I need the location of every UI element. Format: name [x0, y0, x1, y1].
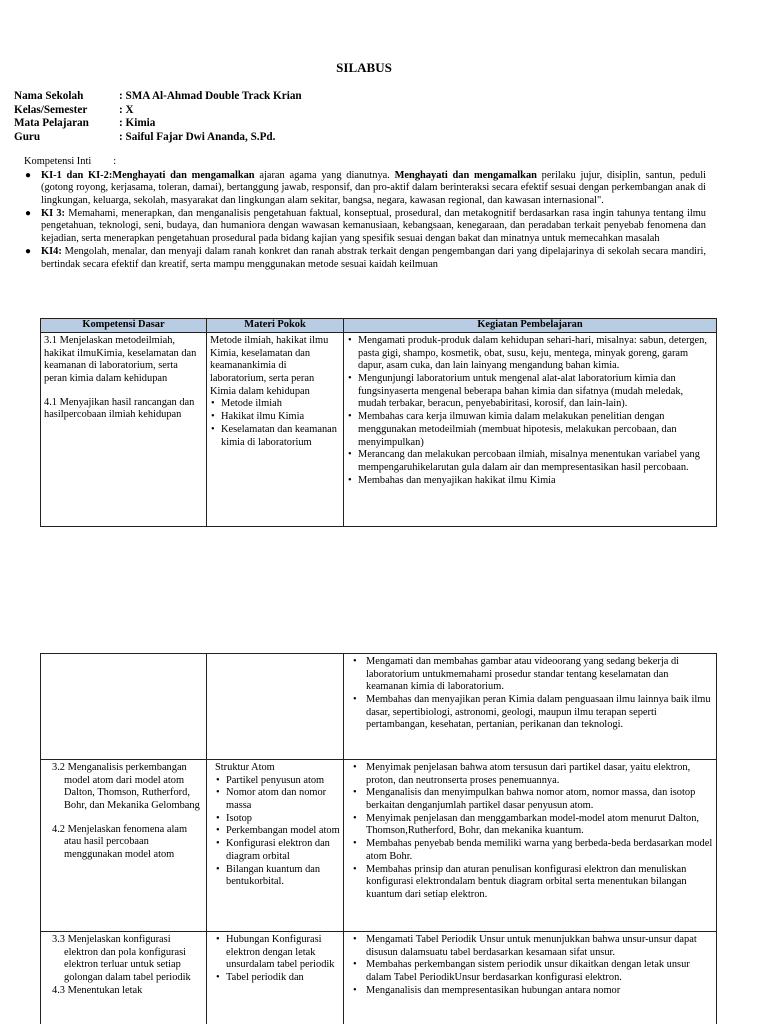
info-row-subject	[14, 117, 714, 131]
syllabus-table-part-2	[40, 653, 717, 1024]
list-item: • Membahas perkembangan sistem periodik unsur dikaitkan dengan letak unsur dalam Tabel PeriodikUnsur berdasarkan konfigurasi elektron.	[347, 959, 713, 984]
ki3-lead: KI 3:	[41, 207, 66, 219]
bullet-icon: ●	[25, 245, 32, 257]
kd-item: 4.2 Menjelaskan fenomena alam atau hasil percobaan menggunakan model atom	[52, 823, 188, 861]
ki-item-1-2	[24, 170, 706, 208]
materi-cell	[207, 654, 344, 760]
core-competencies	[24, 156, 706, 271]
materi-cell	[207, 333, 344, 527]
kegiatan-list	[347, 335, 713, 487]
list-item: • Merancang dan melakukan percobaan ilmiah, misalnya menentukan variabel yang mempengaruhikelarutan gula dalam air dan mempresentasikan hasil percobaan.	[347, 449, 713, 474]
list-item: • Metode ilmiah	[210, 398, 340, 411]
info-label: Mata Pelajaran	[14, 117, 89, 130]
bullet-icon: ●	[25, 207, 32, 219]
kd-item: 4.3 Menentukan letak	[52, 984, 143, 996]
ki-heading-colon: :	[113, 156, 117, 167]
kd-item: 4.1 Menyajikan hasil rancangan dan hasilpercobaan ilmiah kehidupan	[44, 396, 195, 421]
materi-list	[210, 398, 340, 449]
info-value: : Saiful Fajar Dwi Ananda, S.Pd.	[119, 130, 276, 143]
list-item: • Mengunjungi laboratorium untuk mengenal alat-alat laboratorium kimia dan fungsinyaserta mengenal beberapa bahan kimia dan sifatnya (mudah meledak, mudah terbakar, beracun, penyebabiritasi, korosif, dan lain-lain).	[347, 373, 713, 411]
ki3-text: Memahami, menerapkan, dan menganalisis pengetahuan faktual, konseptual, prosedural, dan metakognitif berdasarkan rasa ingin tahunya tentang ilmu pengetahuan, teknologi, seni, budaya, dan humaniora dengan wawasan kemanusiaan, kebangsaan, kenegaraan, dan peradaban terkait penyebab fenomena dan kejadian, serta menerapkan pengetahuan prosedural pada bidang kajian yang spesifik sesuai dengan bakat dan minatnya untuk memecahkan masalah	[41, 207, 706, 245]
list-item: • Isotop	[215, 813, 340, 826]
info-label: Guru	[14, 130, 41, 143]
kegiatan-cell	[344, 654, 717, 760]
info-value: : Kimia	[119, 117, 156, 130]
materi-cell	[207, 932, 344, 1024]
list-item: • Hubungan Konfigurasi elektron dengan letak unsurdalam tabel periodik	[215, 934, 340, 972]
list-item: • Membahas dan menyajikan peran Kimia dalam penguasaan ilmu lainnya baik ilmu dasar, sepertibiologi, astronomi, geologi, maupun ilmu terapan seperti pertambangan, kesehatan, pertanian, perikanan dan teknologi.	[347, 694, 713, 732]
kd-cell	[41, 333, 207, 527]
ki-heading-text: Kompetensi Inti	[24, 156, 92, 167]
info-row-school	[14, 90, 714, 104]
info-row-teacher	[14, 131, 714, 145]
table-row	[41, 333, 717, 527]
materi-list	[215, 775, 340, 889]
ki12-text-1: ajaran agama yang dianutnya.	[254, 169, 395, 181]
ki-heading	[24, 156, 706, 169]
ki4-lead: KI4:	[41, 245, 62, 257]
info-label: Nama Sekolah	[14, 90, 84, 102]
list-item: • Konfigurasi elektron dan diagram orbital	[215, 838, 340, 863]
materi-intro: Struktur Atom	[215, 762, 275, 773]
materi-cell	[207, 760, 344, 932]
info-value: : X	[119, 103, 134, 116]
bullet-icon: ●	[25, 169, 32, 181]
list-item: • Tabel periodik dan	[215, 972, 340, 985]
list-item: • Membahas cara kerja ilmuwan kimia dalam melakukan penelitian dengan menggunakan metodeilmiah (membuat hipotesis, melakukan percobaan, dan menyimpulkan)	[347, 411, 713, 449]
list-item: • Menyimak penjelasan bahwa atom tersusun dari partikel dasar, yaitu elektron, proton, dan neutronserta proses penemuannya.	[347, 762, 713, 787]
kd-cell	[41, 932, 207, 1024]
list-item: • Keselamatan dan keamanan kimia di laboratorium	[210, 424, 340, 449]
kd-cell	[41, 654, 207, 760]
list-item: • Membahas dan menyajikan hakikat ilmu Kimia	[347, 475, 713, 488]
kegiatan-list	[347, 934, 713, 997]
list-item: • Menyimak penjelasan dan menggambarkan model-model atom menurut Dalton, Thomson,Rutherford, Bohr, dan mekanika kuantum.	[347, 813, 713, 838]
table-row	[41, 760, 717, 932]
info-value: : SMA Al-Ahmad Double Track Krian	[119, 90, 302, 102]
ki12-bold-1: Menghayati dan mengamalkan	[112, 169, 255, 181]
list-item: • Mengamati Tabel Periodik Unsur untuk menunjukkan bahwa unsur-unsur dapat disusun dalamsuatu tabel berdasarkan kesamaan sifat unsur.	[347, 934, 713, 959]
kegiatan-list	[347, 656, 713, 732]
list-item: • Perkembangan model atom	[215, 825, 340, 838]
list-item: • Bilangan kuantum dan bentukorbital.	[215, 864, 340, 889]
materi-list	[215, 934, 340, 985]
list-item: • Mengamati dan membahas gambar atau videoorang yang sedang bekerja di laboratorium untukmemahami prosedur standar tentang keselamatan dan keamanan kimia di laboratorium.	[347, 656, 713, 694]
ki-item-4	[24, 246, 706, 271]
school-info	[14, 90, 714, 144]
table-row	[41, 654, 717, 760]
ki-list	[24, 170, 706, 272]
ki-item-3	[24, 208, 706, 246]
kegiatan-cell	[344, 932, 717, 1024]
materi-intro: Metode ilmiah, hakikat ilmu Kimia, keselamatan dan keamanankimia di laboratorium, serta peran Kimia dalam kehidupan	[210, 335, 329, 397]
kd-item: 3.1 Menjelaskan metodeilmiah, hakikat ilmuKimia, keselamatan dan keamanan di laboratorium, serta peran kimia dalam kehidupan	[44, 335, 197, 385]
info-label: Kelas/Semester	[14, 103, 88, 116]
ki12-text-2: perilaku jujur, disiplin, santun, peduli (gotong royong, kerjasama, toleran, damai), bertanggung jawab, responsif, dan pro-aktif dalam berinteraksi secara efektif sesuai dengan perkembangan anak di lingkungan, keluarga, sekolah, masyarakat dan lingkungan alam sekitar, bangsa, negara, kawasan regional, dan kawasan internasional".	[41, 169, 707, 207]
list-item: • Partikel penyusun atom	[215, 775, 340, 788]
ki12-bold-2: Menghayati dan mengamalkan	[394, 169, 537, 181]
ki4-text: Mengolah, menalar, dan menyaji dalam ranah konkret dan ranah abstrak terkait dengan pengembangan dari yang dipelajarinya di sekolah secara mandiri, bertindak secara efektif dan kreatif, serta mampu menggunakan metode sesuai kaidah keilmuan	[41, 245, 706, 270]
header-kegiatan-pembelajaran: Kegiatan Pembelajaran	[344, 319, 717, 333]
list-item: • Menganalisis dan mempresentasikan hubungan antara nomor	[347, 985, 713, 998]
kegiatan-list	[347, 762, 713, 902]
kegiatan-cell	[344, 760, 717, 932]
list-item: • Hakikat ilmu Kimia	[210, 411, 340, 424]
kd-item: 3.2 Menganalisis perkembangan model atom dari model atom Dalton, Thomson, Rutherford, Bohr, dan Mekanika Gelombang	[52, 762, 200, 812]
kd-item: 3.3 Menjelaskan konfigurasi elektron dan pola konfigurasi elektron terluar untuk setiap golongan dalam tabel periodik	[52, 934, 191, 984]
kegiatan-cell	[344, 333, 717, 527]
info-row-class	[14, 104, 714, 118]
list-item: • Mengamati produk-produk dalam kehidupan sehari-hari, misalnya: sabun, detergen, pasta gigi, shampo, kosmetik, obat, susu, keju, mentega, minyak goreng, garam dapur, asam cuka, dan lain lainyang mengandung bahan kimia.	[347, 335, 713, 373]
list-item: • Membahas prinsip dan aturan penulisan konfigurasi elektron dan menuliskan konfigurasi elektrondalam bentuk diagram orbital serta menentukan bilangan kuantum dari setiap elektron.	[347, 864, 713, 902]
list-item: • Menganalisis dan menyimpulkan bahwa nomor atom, nomor massa, dan isotop berkaitan denganjumlah partikel dasar penyusun atom.	[347, 787, 713, 812]
list-item: • Nomor atom dan nomor massa	[215, 787, 340, 812]
ki12-lead: KI-1 dan KI-2:	[41, 169, 113, 181]
syllabus-table-part-1	[40, 318, 717, 527]
header-materi-pokok: Materi Pokok	[207, 319, 344, 333]
list-item: • Membahas penyebab benda memiliki warna yang berbeda-beda berdasarkan model atom Bohr.	[347, 838, 713, 863]
table-header-row	[41, 319, 717, 333]
kd-cell	[41, 760, 207, 932]
document-title: SILABUS	[336, 60, 392, 75]
table-row	[41, 932, 717, 1024]
header-kompetensi-dasar: Kompetensi Dasar	[41, 319, 207, 333]
